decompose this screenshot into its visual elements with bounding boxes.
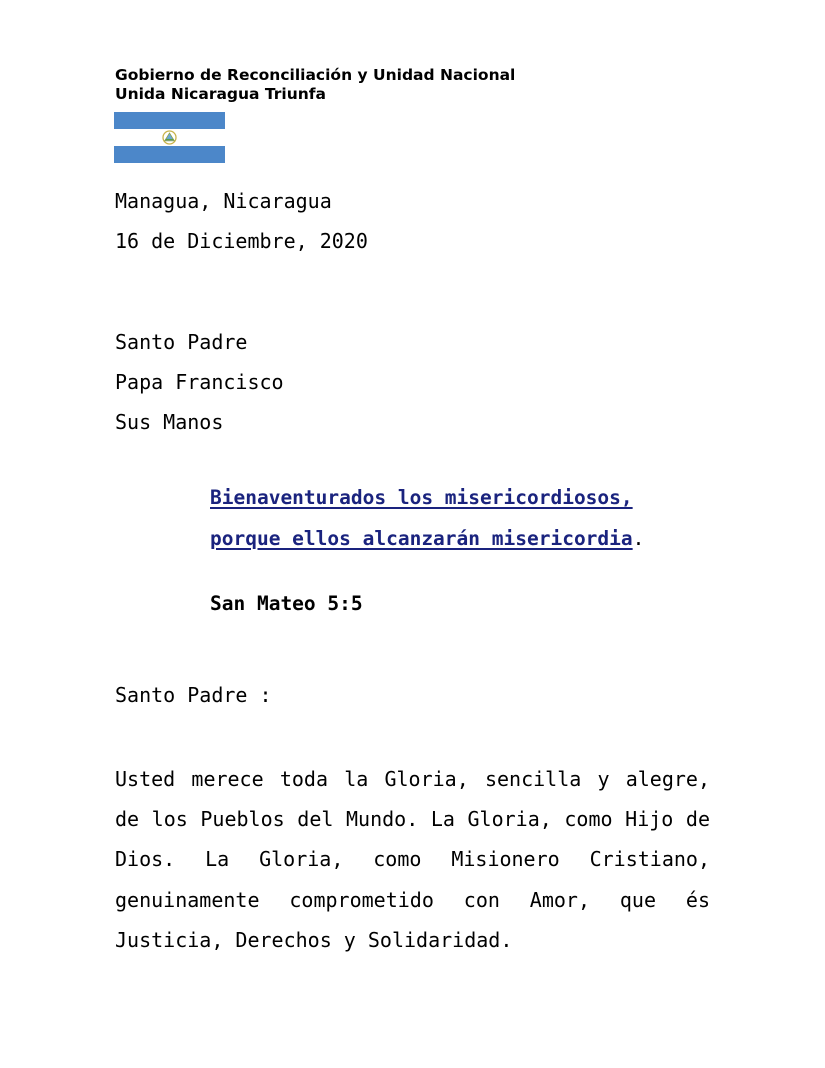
recipient-name: Papa Francisco (115, 370, 284, 394)
quote-link-line-1[interactable]: Bienaventurados los misericordiosos, (210, 486, 633, 509)
quote-line-1 (210, 486, 633, 509)
letterhead-slogan: Unida Nicaragua Triunfa (115, 85, 327, 103)
quote-period: . (632, 527, 645, 550)
salutation: Santo Padre : (115, 683, 272, 707)
letterhead (115, 66, 515, 104)
recipient-title: Santo Padre (115, 330, 248, 354)
letterhead-government: Gobierno de Reconciliación y Unidad Nacional (115, 66, 516, 84)
letter-date: 16 de Diciembre, 2020 (115, 229, 368, 253)
letter-place: Managua, Nicaragua (115, 189, 332, 213)
recipient-delivery: Sus Manos (115, 410, 224, 434)
quote-line-2 (210, 527, 644, 550)
quote-link-line-2[interactable]: porque ellos alcanzarán misericordia (210, 527, 633, 550)
letter-paragraph: Usted merece toda la Gloria, sencilla y alegre, de los Pueblos del Mundo. La Gloria, como Hijo de Dios. La Gloria, como Misionero Cristiano, genuinamente comprometido con Amor, que és Justicia, Derechos y Solidaridad. (115, 767, 710, 952)
nicaragua-flag-icon (114, 112, 225, 163)
quote-source: San Mateo 5:5 (210, 592, 363, 615)
